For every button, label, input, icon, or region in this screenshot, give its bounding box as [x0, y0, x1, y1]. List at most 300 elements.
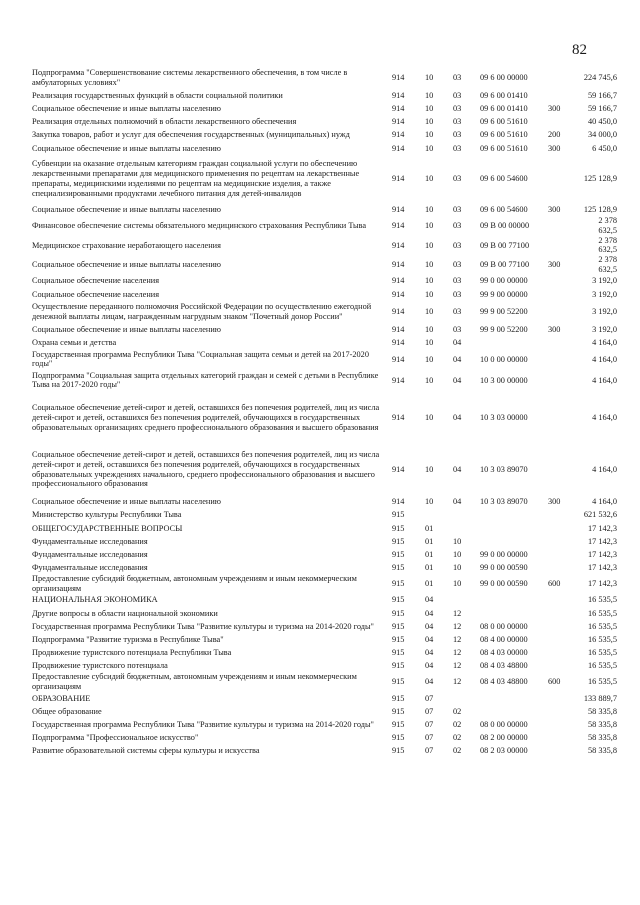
row-name: Общее образование — [32, 706, 102, 716]
subsection-code — [453, 509, 480, 522]
expense-type — [548, 275, 578, 288]
amount: 17 142,3 — [587, 536, 617, 546]
table-row — [32, 392, 617, 444]
section-code: 10 — [425, 276, 434, 286]
amount: 58 335,8 — [587, 745, 617, 755]
row-name: Другие вопросы в области национальной экономики — [32, 608, 218, 618]
table-row — [32, 731, 617, 744]
expense-type — [548, 620, 578, 633]
expense-type — [548, 350, 578, 370]
expense-type — [548, 659, 578, 672]
row-name: Государственная программа Республики Тыва "Развитие культуры и туризма на 2014-2020 годы" — [32, 719, 374, 729]
amount: 59 166,7 — [587, 104, 617, 114]
section-code: 10 — [425, 73, 434, 83]
row-name: Медицинское страхование неработающего населения — [32, 240, 221, 250]
subsection-code — [453, 522, 480, 535]
amount: 3 192,0 — [592, 276, 617, 286]
expense-type: 300 — [548, 104, 561, 114]
table-row — [32, 620, 617, 633]
amount: 133 889,7 — [583, 693, 617, 703]
expense-type: 300 — [548, 204, 561, 214]
table-row — [32, 155, 617, 203]
expense-type — [548, 444, 578, 496]
table-row — [32, 323, 617, 336]
row-name: Государственная программа Республики Тыва "Социальная защита семьи и детей на 2017-2020 годы" — [32, 349, 369, 369]
target-article — [480, 705, 548, 718]
target-article: 99 0 00 00000 — [480, 276, 528, 286]
section-code: 04 — [425, 621, 434, 631]
ministry-code: 915 — [392, 579, 405, 589]
expense-type — [548, 301, 578, 324]
amount: 125 128,9 — [583, 174, 617, 184]
subsection-code: 10 — [453, 549, 462, 559]
expense-type — [548, 155, 578, 203]
ministry-code: 915 — [392, 706, 405, 716]
subsection-code: 04 — [453, 497, 462, 507]
table-row — [32, 535, 617, 548]
section-code: 10 — [425, 307, 434, 317]
target-article: 08 4 03 48800 — [480, 677, 528, 687]
target-article: 10 3 03 89070 — [480, 464, 528, 474]
subsection-code: 03 — [453, 276, 462, 286]
subsection-code: 02 — [453, 732, 462, 742]
ministry-code: 914 — [392, 325, 405, 335]
target-article: 99 0 00 00590 — [480, 579, 528, 589]
ministry-code: 914 — [392, 174, 405, 184]
expense-type — [548, 369, 578, 392]
row-name: Социальное обеспечение и иные выплаты населению — [32, 497, 221, 507]
table-row — [32, 607, 617, 620]
subsection-code: 12 — [453, 677, 462, 687]
section-code: 10 — [425, 91, 434, 101]
amount: 2 378 632,5 — [598, 216, 617, 235]
subsection-code: 12 — [453, 647, 462, 657]
row-name: Социальное обеспечение и иные выплаты населению — [32, 104, 221, 114]
amount: 4 164,0 — [592, 464, 617, 474]
ministry-code: 915 — [392, 745, 405, 755]
table-row — [32, 216, 617, 236]
ministry-code: 915 — [392, 608, 405, 618]
ministry-code: 914 — [392, 412, 405, 422]
subsection-code: 03 — [453, 73, 462, 83]
amount: 4 164,0 — [592, 375, 617, 385]
expense-type: 300 — [548, 325, 561, 335]
ministry-code: 915 — [392, 523, 405, 533]
amount: 40 450,0 — [587, 117, 617, 127]
table-row — [32, 633, 617, 646]
row-name: Подпрограмма "Развитие туризма в Республике Тыва" — [32, 634, 224, 644]
target-article: 09 В 00 77100 — [480, 260, 530, 270]
budget-table-body — [32, 67, 617, 757]
section-code: 10 — [425, 289, 434, 299]
row-name: Финансовое обеспечение системы обязательного медицинского страхования Республики Тыва — [32, 220, 367, 230]
section-code: 04 — [425, 647, 434, 657]
expense-type — [548, 548, 578, 561]
table-row — [32, 548, 617, 561]
section-code: 07 — [425, 706, 434, 716]
section-code: 10 — [425, 104, 434, 114]
row-name: Закупка товаров, работ и услуг для обеспечения государственных (муниципальных) нужд — [32, 130, 350, 140]
row-name: Развитие образовательной системы сферы культуры и искусства — [32, 745, 260, 755]
ministry-code: 914 — [392, 220, 405, 230]
section-code: 10 — [425, 375, 434, 385]
section-code: 10 — [425, 220, 434, 230]
expense-type — [548, 116, 578, 129]
subsection-code: 02 — [453, 719, 462, 729]
expense-type — [548, 731, 578, 744]
subsection-code: 12 — [453, 621, 462, 631]
row-name: Реализация отдельных полномочий в области лекарственного обеспечения — [32, 117, 297, 127]
table-row — [32, 444, 617, 496]
section-code: 01 — [425, 562, 434, 572]
table-row — [32, 659, 617, 672]
expense-type — [548, 718, 578, 731]
amount: 34 000,0 — [587, 130, 617, 140]
ministry-code: 915 — [392, 510, 405, 520]
table-row — [32, 67, 617, 90]
amount: 17 142,3 — [587, 523, 617, 533]
target-article: 09 6 00 01410 — [480, 104, 528, 114]
expense-type — [548, 744, 578, 757]
target-article — [480, 509, 548, 522]
target-article: 08 4 03 00000 — [480, 647, 528, 657]
table-row — [32, 594, 617, 607]
subsection-code: 04 — [453, 375, 462, 385]
section-code: 04 — [425, 677, 434, 687]
row-name: ОБЩЕГОСУДАРСТВЕННЫЕ ВОПРОСЫ — [32, 523, 183, 533]
section-code: 10 — [425, 204, 434, 214]
table-row — [32, 672, 617, 692]
expense-type — [548, 522, 578, 535]
subsection-code: 03 — [453, 117, 462, 127]
expense-type — [548, 705, 578, 718]
ministry-code: 914 — [392, 464, 405, 474]
expense-type: 200 — [548, 130, 561, 140]
expense-type: 300 — [548, 497, 561, 507]
amount: 16 535,5 — [587, 660, 617, 670]
expense-type: 300 — [548, 260, 561, 270]
section-code: 01 — [425, 579, 434, 589]
target-article: 09 В 00 00000 — [480, 220, 530, 230]
row-name: Фундаментальные исследования — [32, 536, 148, 546]
ministry-code: 915 — [392, 562, 405, 572]
section-code: 04 — [425, 595, 434, 605]
subsection-code: 03 — [453, 130, 462, 140]
subsection-code: 03 — [453, 174, 462, 184]
table-row — [32, 142, 617, 155]
amount: 16 535,5 — [587, 608, 617, 618]
ministry-code: 915 — [392, 647, 405, 657]
subsection-code: 04 — [453, 412, 462, 422]
subsection-code: 04 — [453, 338, 462, 348]
subsection-code: 03 — [453, 260, 462, 270]
row-name: Продвижение туристского потенциала Республики Тыва — [32, 647, 232, 657]
target-article: 09 6 00 51610 — [480, 117, 528, 127]
section-code: 10 — [425, 338, 434, 348]
expense-type: 600 — [548, 579, 561, 589]
table-row — [32, 496, 617, 509]
row-name: ОБРАЗОВАНИЕ — [32, 693, 91, 703]
amount: 17 142,3 — [587, 549, 617, 559]
expense-type — [548, 67, 578, 90]
target-article: 99 9 00 52200 — [480, 325, 528, 335]
expense-type — [548, 236, 578, 256]
table-row — [32, 275, 617, 288]
table-row — [32, 718, 617, 731]
subsection-code — [453, 594, 480, 607]
ministry-code: 914 — [392, 130, 405, 140]
target-article: 08 0 00 00000 — [480, 719, 528, 729]
row-name: Реализация государственных функций в области социальной политики — [32, 91, 283, 101]
amount: 16 535,5 — [587, 647, 617, 657]
subsection-code: 10 — [453, 579, 462, 589]
table-row — [32, 369, 617, 392]
table-row — [32, 103, 617, 116]
expense-type — [548, 337, 578, 350]
table-row — [32, 561, 617, 574]
amount: 2 378 632,5 — [598, 255, 617, 274]
amount: 3 192,0 — [592, 325, 617, 335]
expense-type — [548, 594, 578, 607]
ministry-code: 914 — [392, 307, 405, 317]
table-row — [32, 288, 617, 301]
amount: 58 335,8 — [587, 732, 617, 742]
target-article: 09 6 00 01410 — [480, 91, 528, 101]
section-code: 10 — [425, 354, 434, 364]
amount: 125 128,9 — [583, 204, 617, 214]
section-code: 10 — [425, 130, 434, 140]
amount: 58 335,8 — [587, 719, 617, 729]
target-article: 09 6 00 54600 — [480, 174, 528, 184]
ministry-code: 914 — [392, 289, 405, 299]
row-name: НАЦИОНАЛЬНАЯ ЭКОНОМИКА — [32, 595, 158, 605]
row-name: Социальное обеспечение населения — [32, 289, 160, 299]
subsection-code: 10 — [453, 536, 462, 546]
expense-type — [548, 646, 578, 659]
ministry-code: 915 — [392, 677, 405, 687]
target-article: 99 0 00 00590 — [480, 562, 528, 572]
target-article: 99 0 00 00000 — [480, 549, 528, 559]
subsection-code: 03 — [453, 204, 462, 214]
target-article: 09 6 00 51610 — [480, 130, 528, 140]
row-name: Социальное обеспечение и иные выплаты населению — [32, 325, 221, 335]
expense-type — [548, 509, 578, 522]
section-code: 10 — [425, 497, 434, 507]
subsection-code: 02 — [453, 745, 462, 755]
target-article — [480, 522, 548, 535]
subsection-code: 03 — [453, 325, 462, 335]
target-article — [480, 607, 548, 620]
ministry-code: 915 — [392, 634, 405, 644]
table-row — [32, 301, 617, 324]
ministry-code: 914 — [392, 73, 405, 83]
ministry-code: 915 — [392, 693, 405, 703]
target-article: 99 9 00 52200 — [480, 307, 528, 317]
table-row — [32, 692, 617, 705]
section-code: 10 — [425, 412, 434, 422]
target-article — [480, 337, 548, 350]
ministry-code: 914 — [392, 497, 405, 507]
target-article: 08 4 00 00000 — [480, 634, 528, 644]
amount: 16 535,5 — [587, 595, 617, 605]
ministry-code: 914 — [392, 104, 405, 114]
expense-type: 300 — [548, 143, 561, 153]
target-article: 08 2 00 00000 — [480, 732, 528, 742]
row-name: Предоставление субсидий бюджетным, автономным учреждениям и иным некоммерческим организациям — [32, 672, 357, 692]
subsection-code: 04 — [453, 354, 462, 364]
ministry-code: 914 — [392, 91, 405, 101]
section-code: 07 — [425, 745, 434, 755]
section-code: 04 — [425, 608, 434, 618]
expense-type — [548, 216, 578, 236]
target-article: 09 6 00 54600 — [480, 204, 528, 214]
ministry-code: 914 — [392, 117, 405, 127]
ministry-code: 914 — [392, 240, 405, 250]
ministry-code: 914 — [392, 354, 405, 364]
amount: 4 164,0 — [592, 354, 617, 364]
row-name: Социальное обеспечение детей-сирот и детей, оставшихся без попечения родителей, лиц из числа детей-сирот и детей, оставшихся без попечения родителей, обучающихся в государственных образовательных учреждениях начального, среднего профессионального образования и высшего профессионального образования — [32, 450, 380, 489]
ministry-code: 915 — [392, 719, 405, 729]
row-name: Подпрограмма "Профессиональное искусство" — [32, 732, 199, 742]
ministry-code: 914 — [392, 260, 405, 270]
subsection-code: 03 — [453, 91, 462, 101]
row-name: Субвенции на оказание отдельным категориям граждан социальной услуги по обеспечению лекарственными препаратами для медицинского применения по рецептам на лекарственные препараты, медицинскими изделиями по рецептам на медицинские изделия, а также специализированными продуктами лечебного питания для детей-инвалидов — [32, 159, 360, 198]
amount: 4 164,0 — [592, 338, 617, 348]
section-code: 01 — [425, 549, 434, 559]
row-name: Осуществление переданного полномочия Российской Федерации по осуществлению ежегодной денежной выплаты лицам, награжденным нагрудным знаком "Почетный донор России" — [32, 302, 372, 322]
table-row — [32, 350, 617, 370]
ministry-code: 914 — [392, 204, 405, 214]
section-code: 10 — [425, 325, 434, 335]
section-code: 01 — [425, 536, 434, 546]
amount: 16 535,5 — [587, 621, 617, 631]
table-row — [32, 744, 617, 757]
expense-type — [548, 392, 578, 444]
amount: 621 532,6 — [583, 510, 617, 520]
section-code: 04 — [425, 634, 434, 644]
row-name: Социальное обеспечение населения — [32, 276, 160, 286]
target-article: 09 6 00 00000 — [480, 73, 528, 83]
section-code: 07 — [425, 732, 434, 742]
table-row — [32, 236, 617, 256]
row-name: Фундаментальные исследования — [32, 562, 148, 572]
amount: 58 335,8 — [587, 706, 617, 716]
amount: 4 164,0 — [592, 497, 617, 507]
section-code: 01 — [425, 523, 434, 533]
subsection-code: 12 — [453, 608, 462, 618]
subsection-code: 03 — [453, 143, 462, 153]
subsection-code: 12 — [453, 660, 462, 670]
ministry-code: 914 — [392, 276, 405, 286]
target-article: 09 6 00 51610 — [480, 143, 528, 153]
subsection-code: 03 — [453, 307, 462, 317]
page-number: 82 — [572, 42, 587, 58]
row-name: Подпрограмма "Социальная защита отдельных категорий граждан и семей с детьми в Республике Тыва на 2017-2020 годы" — [32, 370, 379, 390]
table-row — [32, 522, 617, 535]
row-name: Подпрограмма "Совершенствование системы лекарственного обеспечения, в том числе в амбулаторных условиях" — [32, 68, 348, 88]
subsection-code: 03 — [453, 240, 462, 250]
table-row — [32, 574, 617, 594]
table-row — [32, 646, 617, 659]
target-article: 08 4 03 48800 — [480, 660, 528, 670]
expense-type — [548, 535, 578, 548]
section-code: 10 — [425, 260, 434, 270]
section-code: 10 — [425, 117, 434, 127]
target-article: 08 2 03 00000 — [480, 745, 528, 755]
expense-type — [548, 561, 578, 574]
row-name: Социальное обеспечение детей-сирот и детей, оставшихся без попечения родителей, лиц из числа детей-сирот и детей, оставшихся без попечения родителей, обучающихся в государственных образовательных организациях среднего профессионального образования и высшего образования — [32, 403, 380, 432]
row-name: Фундаментальные исследования — [32, 549, 148, 559]
target-article: 10 3 03 89070 — [480, 497, 528, 507]
section-code: 10 — [425, 143, 434, 153]
subsection-code: 02 — [453, 706, 462, 716]
row-name: Охрана семьи и детства — [32, 338, 117, 348]
row-name: Министерство культуры Республики Тыва — [32, 510, 182, 520]
target-article: 10 3 00 00000 — [480, 375, 528, 385]
expense-type — [548, 288, 578, 301]
amount: 59 166,7 — [587, 91, 617, 101]
ministry-code: 914 — [392, 338, 405, 348]
row-name: Продвижение туристского потенциала — [32, 660, 168, 670]
table-row — [32, 255, 617, 275]
row-name: Социальное обеспечение и иные выплаты населению — [32, 143, 221, 153]
target-article — [480, 535, 548, 548]
ministry-code: 915 — [392, 732, 405, 742]
amount: 3 192,0 — [592, 289, 617, 299]
section-code: 04 — [425, 660, 434, 670]
row-name: Социальное обеспечение и иные выплаты населению — [32, 204, 221, 214]
target-article: 08 0 00 00000 — [480, 621, 528, 631]
subsection-code: 12 — [453, 634, 462, 644]
table-row — [32, 705, 617, 718]
table-row — [32, 509, 617, 522]
subsection-code: 03 — [453, 104, 462, 114]
section-code — [425, 509, 453, 522]
ministry-code: 915 — [392, 536, 405, 546]
target-article — [480, 594, 548, 607]
subsection-code: 03 — [453, 289, 462, 299]
target-article: 09 В 00 77100 — [480, 240, 530, 250]
subsection-code — [453, 692, 480, 705]
subsection-code: 10 — [453, 562, 462, 572]
amount: 17 142,3 — [587, 562, 617, 572]
ministry-code: 914 — [392, 375, 405, 385]
ministry-code: 915 — [392, 595, 405, 605]
amount: 4 164,0 — [592, 412, 617, 422]
target-article: 10 0 00 00000 — [480, 354, 528, 364]
target-article — [480, 692, 548, 705]
table-row — [32, 116, 617, 129]
section-code: 10 — [425, 464, 434, 474]
amount: 2 378 632,5 — [598, 235, 617, 255]
expense-type — [548, 607, 578, 620]
amount: 16 535,5 — [587, 677, 617, 687]
section-code: 10 — [425, 174, 434, 184]
ministry-code: 915 — [392, 660, 405, 670]
target-article: 99 9 00 00000 — [480, 289, 528, 299]
target-article: 10 3 03 00000 — [480, 412, 528, 422]
ministry-code: 914 — [392, 143, 405, 153]
table-row — [32, 129, 617, 142]
row-name: Предоставление субсидий бюджетным, автономным учреждениям и иным некоммерческим организациям — [32, 574, 357, 594]
expense-type: 600 — [548, 677, 561, 687]
amount: 224 745,6 — [583, 73, 617, 83]
row-name: Государственная программа Республики Тыва "Развитие культуры и туризма на 2014-2020 годы" — [32, 621, 374, 631]
table-row — [32, 203, 617, 216]
amount: 16 535,5 — [587, 634, 617, 644]
table-row — [32, 337, 617, 350]
expense-type — [548, 633, 578, 646]
